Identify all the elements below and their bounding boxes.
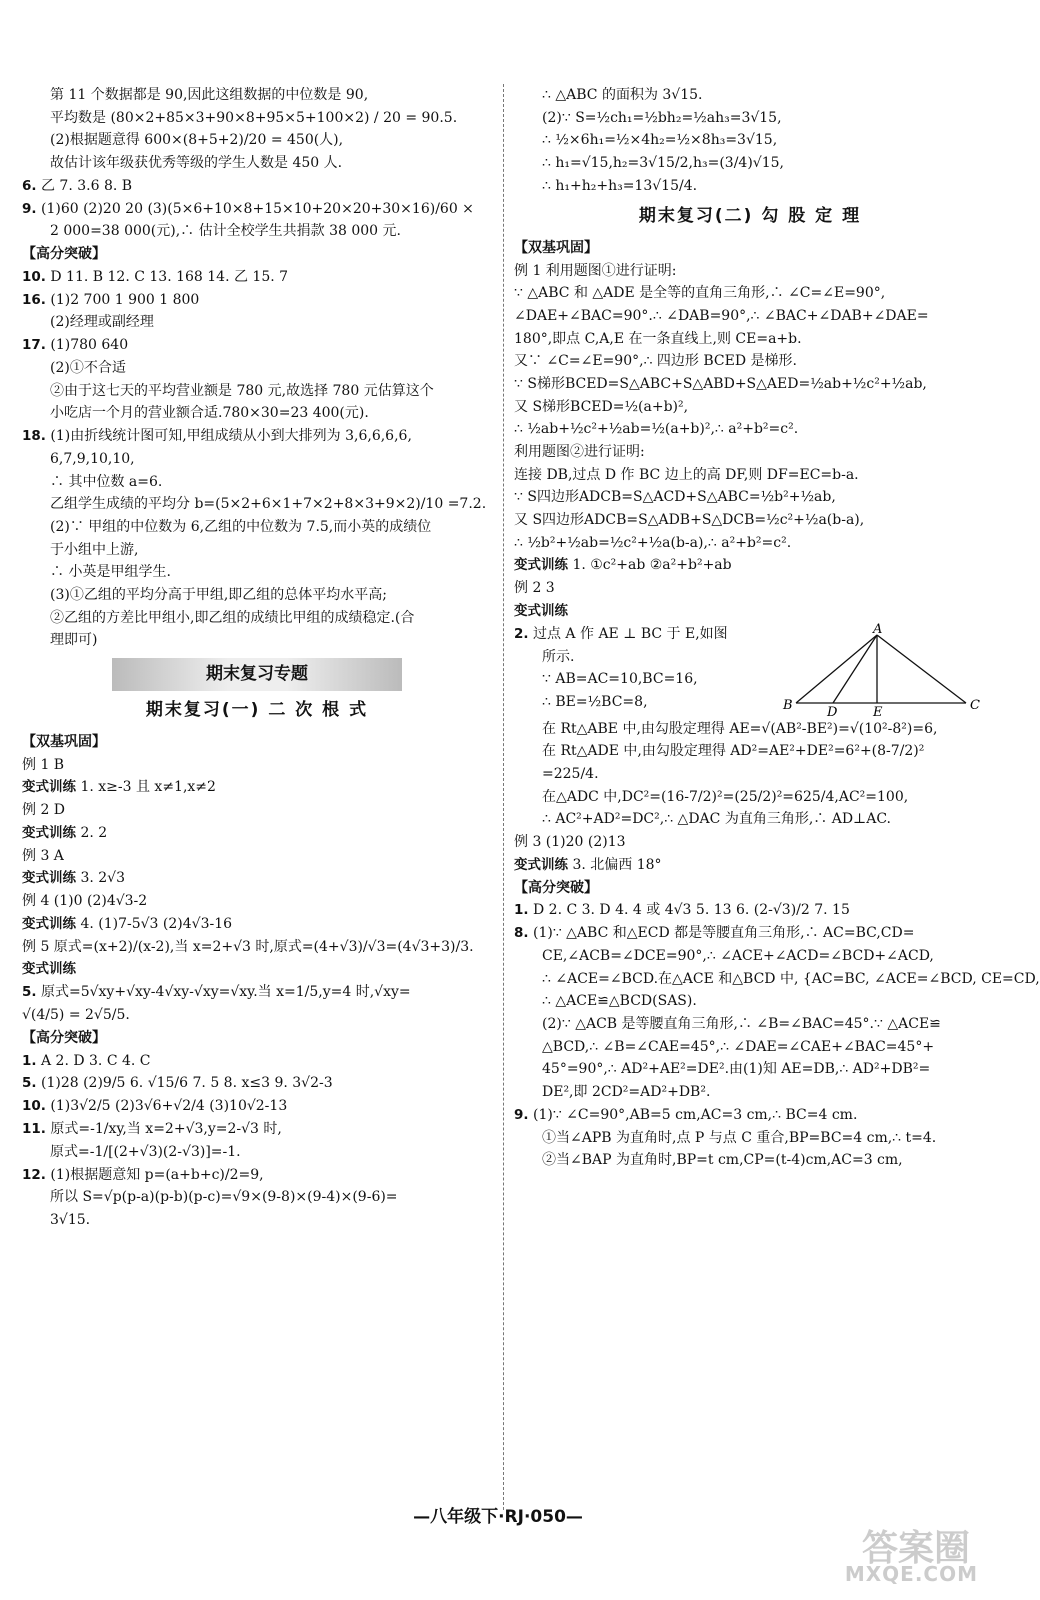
answer-line (22, 471, 492, 494)
answer-line (22, 1027, 492, 1050)
line-text: (1)2 700 1 900 1 800 (45, 291, 200, 308)
line-text: 3√15. (50, 1212, 91, 1229)
line-text: 【高分突破】 (22, 246, 106, 263)
line-text: 利用题图②进行证明: (514, 443, 645, 460)
line-text: ∵ S四边形ADCB=S△ACD+S△ABC=½b²+½ab, (514, 489, 836, 506)
item-number: 8. (514, 925, 529, 942)
item-number: 5. (22, 984, 37, 1001)
line-text: ∴ ½×6h₁=½×4h₂=½×8h₃=3√15, (542, 132, 778, 149)
line-text: 理即可) (50, 632, 98, 649)
item-number: 12. (22, 1166, 46, 1183)
line-text: ∠DAE+∠BAC=90°.∴ ∠DAB=90°,∴ ∠BAC+∠DAB+∠DAE= (514, 307, 929, 324)
line-text: △BCD,∴ ∠B=∠CAE=45°,∴ ∠DAE=∠CAE+∠BAC=45°+ (542, 1038, 935, 1055)
line-text: 2. 2 (76, 824, 108, 841)
answer-line (514, 152, 986, 175)
item-number: 9. (22, 200, 37, 217)
item-number: 1. (22, 1052, 37, 1069)
line-text: ∴ h₁+h₂+h₃=13√15/4. (542, 177, 698, 194)
line-text: 例 3 A (22, 847, 64, 864)
answer-line (22, 799, 492, 822)
line-text: ∴ ½b²+½ab=½c²+½a(b-a),∴ a²+b²=c². (514, 534, 792, 551)
section-banner: 期末复习专题 (112, 658, 402, 692)
answer-line (514, 1127, 986, 1150)
line-text: 原式=5√xy+√xy-4√xy-√xy=√xy.当 x=1/5,y=4 时,√xy= (36, 984, 411, 1001)
answer-line (514, 175, 986, 198)
segment-ad (833, 635, 877, 703)
answer-line (22, 981, 492, 1004)
line-text: (1)∵ ∠C=90°,AB=5 cm,AC=3 cm,∴ BC=4 cm. (528, 1106, 858, 1123)
line-text: 【双基巩固】 (514, 239, 598, 256)
line-text: 3. 北偏西 18° (568, 856, 662, 873)
answer-line (22, 129, 492, 152)
item-number: 变式训练 (22, 961, 76, 978)
line-text: 所以 S=√p(p-a)(p-b)(p-c)=√9×(9-8)×(9-4)×(9-6)= (50, 1189, 398, 1206)
line-text: A 2. D 3. C 4. C (36, 1052, 151, 1069)
line-text: 1. ①c²+ab ②a²+b²+ab (568, 557, 732, 574)
answer-line (514, 1149, 986, 1172)
line-text: 【高分突破】 (22, 1029, 106, 1046)
line-text: D 2. C 3. D 4. 4 或 4√3 5. 13 6. (2-√3)/2 7. 15 (528, 902, 850, 919)
line-text: 在△ADC 中,DC²=(16-7/2)²=(25/2)²=625/4,AC²=100, (542, 788, 909, 805)
line-text: (2)∵ S=½ch₁=½bh₂=½ah₃=3√15, (542, 109, 782, 126)
line-text: 乙组学生成绩的平均分 b=(5×2+6×1+7×2+8×3+9×2)/10 =7.2. (50, 496, 487, 513)
chapter-heading-pythagorean: 期末复习(二) 勾 股 定 理 (638, 206, 862, 227)
line-text: 2 000=38 000(元),∴ 估计全校学生共捐款 38 000 元. (50, 223, 401, 240)
line-text: ②乙组的方差比甲组小,即乙组的成绩比甲组的成绩稳定.(合 (50, 609, 415, 626)
line-text: 【高分突破】 (514, 879, 598, 896)
line-text: ②由于这七天的平均营业额是 780 元,故选择 780 元估算这个 (50, 382, 434, 399)
item-number: 变式训练 (22, 779, 76, 796)
answer-line (22, 357, 492, 380)
answer-line (22, 867, 492, 890)
answer-line (22, 152, 492, 175)
line-text: 于小组中上游, (50, 541, 139, 558)
right-answers-middle (514, 237, 986, 623)
answer-line (22, 266, 492, 289)
answer-line (514, 786, 986, 809)
line-text: ∴ AC²+AD²=DC²,∴ △DAC 为直角三角形,∴ AD⊥AC. (542, 811, 891, 828)
point-b-label: B (783, 697, 793, 713)
answer-line (514, 854, 986, 877)
line-text: 又 S四边形ADCB=S△ADB+S△DCB=½c²+½a(b-a), (514, 511, 865, 528)
answer-line (22, 380, 492, 403)
answer-line (514, 623, 781, 646)
line-text: 原式=-1/xy,当 x=2+√3,y=2-√3 时, (45, 1121, 282, 1138)
line-text: 1. x≥-3 且 x≠1,x≠2 (76, 779, 216, 796)
answer-line (22, 402, 492, 425)
right-column (514, 84, 1040, 1510)
line-text: (1)60 (2)20 20 (3)(5×6+10×8+15×10+20×20+30×16)/60 × (36, 200, 474, 217)
side-ac (877, 635, 966, 703)
line-text: 原式=-1/[(2+√3)(2-√3)]=-1. (50, 1143, 241, 1160)
answer-line (514, 532, 986, 555)
answer-line (514, 691, 781, 714)
answer-line (22, 936, 492, 959)
item-number: 变式训练 (22, 824, 76, 841)
item-number: 18. (22, 428, 46, 445)
answer-line (22, 516, 492, 539)
item-number: 17. (22, 337, 46, 354)
answer-line (22, 1186, 492, 1209)
answer-line (514, 718, 986, 741)
answer-line (514, 740, 986, 763)
side-ab (796, 635, 877, 703)
item-number: 16. (22, 291, 46, 308)
line-text: ∴ h₁=√15,h₂=3√15/2,h₃=(3/4)√15, (542, 155, 784, 172)
chapter-heading-radicals: 期末复习(一) 二 次 根 式 (145, 700, 369, 721)
watermark-logo (778, 1520, 978, 1590)
line-text: 又 S梯形BCED=½(a+b)², (514, 398, 689, 415)
line-text: (1)∵ △ABC 和△ECD 都是等腰直角三角形,∴ AC=BC,CD= (528, 925, 915, 942)
answer-line (514, 646, 781, 669)
answer-line (22, 1050, 492, 1073)
point-e-label: E (873, 704, 883, 720)
answer-line (22, 493, 492, 516)
answer-line (514, 877, 986, 900)
line-text: 小吃店一个月的营业额合适.780×30=23 400(元). (50, 405, 369, 422)
line-text: (2)经理或副经理 (50, 314, 154, 331)
line-text: 180°,即点 C,A,E 在一条直线上,则 CE=a+b. (514, 330, 802, 347)
line-text: √(4/5) = 2√5/5. (22, 1007, 130, 1024)
line-text: ①当∠APB 为直角时,点 P 与点 C 重合,BP=BC=4 cm,∴ t=4. (542, 1129, 937, 1146)
watermark-text: 答案圈 (861, 1528, 970, 1569)
line-text: 4. (1)7-5√3 (2)4√3-16 (76, 915, 233, 932)
answer-line (514, 945, 986, 968)
page-footer: —八年级下·RJ·050— (413, 1507, 583, 1527)
line-text: =225/4. (542, 766, 599, 783)
line-text: 45°=90°,∴ AD²+AE²=DE².由(1)知 AE=DB,∴ AD²+DB²= (542, 1061, 931, 1078)
line-text: ②当∠BAP 为直角时,BP=t cm,CP=(t-4)cm,AC=3 cm, (542, 1152, 903, 1169)
line-text: ∵ △ABC 和 △ADE 是全等的直角三角形,∴ ∠C=∠E=90°, (514, 285, 886, 302)
answer-line (22, 890, 492, 913)
line-text: DE²,即 2CD²=AD²+DB². (542, 1084, 711, 1100)
line-text: (1)根据题意知 p=(a+b+c)/2=9, (45, 1166, 264, 1183)
item-number: 10. (22, 1098, 46, 1115)
answer-line (22, 1118, 492, 1141)
line-text: 例 5 原式=(x+2)/(x-2),当 x=2+√3 时,原式=(4+√3)/√3=(4√3+3)/3. (22, 938, 474, 955)
answer-line (514, 282, 986, 305)
figure-text (514, 623, 781, 714)
line-text: 乙 7. 3.6 8. B (36, 177, 133, 194)
line-text: 3. 2√3 (76, 870, 125, 887)
line-text: (1)由折线统计图可知,甲组成绩从小到大排列为 3,6,6,6,6, (45, 428, 412, 445)
item-number: 变式训练 (514, 602, 568, 619)
line-text: ∴ 小英是甲组学生. (50, 564, 171, 581)
answer-line (514, 486, 986, 509)
answer-line (22, 958, 492, 981)
line-text: 故估计该年级获优秀等级的学生人数是 450 人. (50, 155, 343, 172)
right-answers-bottom (514, 718, 1040, 1172)
answer-line (514, 831, 986, 854)
answer-line (514, 237, 986, 260)
answer-line (22, 913, 492, 936)
line-text: 例 4 (1)0 (2)4√3-2 (22, 893, 148, 910)
line-text: (2)∵ △ACB 是等腰直角三角形,∴ ∠B=∠BAC=45°.∵ △ACE≌ (542, 1015, 941, 1032)
figure-block (514, 623, 986, 718)
answer-line (514, 350, 986, 373)
answer-line (22, 311, 492, 334)
answer-line (514, 441, 986, 464)
line-text: 【双基巩固】 (22, 733, 106, 750)
item-number: 5. (22, 1075, 37, 1092)
answer-line (22, 754, 492, 777)
answer-line (514, 464, 986, 487)
line-text: D 11. B 12. C 13. 168 14. 乙 15. 7 (45, 268, 289, 285)
answer-line (514, 600, 986, 623)
line-text: (2)∵ 甲组的中位数为 6,乙组的中位数为 7.5,而小英的成绩位 (50, 518, 432, 535)
answer-line (22, 539, 492, 562)
item-number: 变式训练 (22, 915, 76, 932)
point-c-label: C (970, 697, 980, 713)
item-number: 9. (514, 1106, 529, 1123)
line-text: 例 1 利用题图①进行证明: (514, 262, 677, 279)
answer-line (22, 629, 492, 652)
answer-line (514, 107, 986, 130)
answer-line (514, 668, 781, 691)
answer-line (22, 220, 492, 243)
answer-line (22, 731, 492, 754)
line-text: (1)3√2/5 (2)3√6+√2/4 (3)10√2-13 (45, 1098, 288, 1115)
answer-line (514, 84, 986, 107)
line-text: 6,7,9,10,10, (50, 450, 135, 467)
line-text: ∵ AB=AC=10,BC=16, (542, 671, 698, 688)
line-text: 例 1 B (22, 756, 65, 773)
answer-line (514, 396, 986, 419)
answer-line (22, 334, 492, 357)
answer-line (514, 899, 986, 922)
line-text: (3)①乙组的平均分高于甲组,即乙组的总体平均水平高; (50, 586, 387, 603)
answer-line (22, 1164, 492, 1187)
answer-line (22, 1004, 492, 1027)
answer-line (22, 1209, 492, 1232)
line-text: 例 2 3 (514, 580, 555, 597)
line-text: 平均数是 (80×2+85×3+90×8+95×5+100×2) / 20 = 90.5. (50, 109, 458, 126)
triangle-figure (781, 623, 986, 718)
line-text: (2)根据题意得 600×(8+5+2)/20 = 450(人), (50, 132, 344, 149)
line-text: ∴ △ACE≌△BCD(SAS). (542, 993, 697, 1010)
answer-line (22, 776, 492, 799)
line-text: 过点 A 作 AE ⊥ BC 于 E,如图 (528, 625, 728, 642)
answer-line (514, 577, 986, 600)
watermark-url: MXQE.COM (844, 1562, 978, 1586)
line-text: 在 Rt△ABE 中,由勾股定理得 AE=√(AB²-BE²)=√(10²-8²)=6, (542, 720, 938, 737)
line-text: (1)28 (2)9/5 6. √15/6 7. 5 8. x≤3 9. 3√2-3 (36, 1075, 333, 1092)
answer-line (22, 289, 492, 312)
answer-line (22, 243, 492, 266)
answer-line (22, 607, 492, 630)
answer-line (22, 822, 492, 845)
item-number: 6. (22, 177, 37, 194)
line-text: 例 2 D (22, 802, 66, 819)
answer-line (22, 584, 492, 607)
line-text: 在 Rt△ADE 中,由勾股定理得 AD²=AE²+DE²=6²+(8-7/2)² (542, 743, 925, 760)
answer-line (514, 509, 986, 532)
line-text: (2)①不合适 (50, 360, 126, 376)
line-text: 又∵ ∠C=∠E=90°,∴ 四边形 BCED 是梯形. (514, 353, 797, 370)
answer-line (514, 418, 986, 441)
point-d-label: D (827, 704, 838, 720)
answer-line (514, 1081, 986, 1104)
line-text: 第 11 个数据都是 90,因此这组数据的中位数是 90, (50, 87, 369, 103)
answer-line (514, 129, 986, 152)
answer-line (22, 425, 492, 448)
line-text: ∴ BE=½BC=8, (542, 693, 648, 710)
answer-line (514, 1058, 986, 1081)
line-text: 所示. (542, 648, 575, 665)
item-number: 10. (22, 268, 46, 285)
line-text: 例 3 (1)20 (2)13 (514, 834, 626, 851)
line-text: ∵ S梯形BCED=S△ABC+S△ABD+S△AED=½ab+½c²+½ab, (514, 375, 927, 392)
answer-line (22, 107, 492, 130)
item-number: 变式训练 (514, 557, 568, 574)
answer-line (22, 1095, 492, 1118)
answer-line (22, 1141, 492, 1164)
line-text: CE,∠ACB=∠DCE=90°,∴ ∠ACE+∠ACD=∠BCD+∠ACD, (542, 947, 934, 964)
answer-line (22, 198, 492, 221)
answer-line (22, 561, 492, 584)
item-number: 1. (514, 902, 529, 919)
answer-line (514, 373, 986, 396)
item-number: 2. (514, 625, 529, 642)
answer-line (514, 763, 986, 786)
right-answers-top (514, 84, 986, 197)
answer-line (514, 1104, 986, 1127)
answer-line (22, 448, 492, 471)
item-number: 11. (22, 1121, 46, 1138)
left-answers-top (22, 84, 492, 652)
answer-line (514, 328, 986, 351)
left-answers-bottom (22, 731, 492, 1232)
answer-line (514, 305, 986, 328)
answer-line (514, 554, 986, 577)
answer-line (514, 1036, 986, 1059)
point-a-label: A (873, 621, 883, 637)
column-divider (503, 84, 504, 1510)
line-text: (1)780 640 (45, 337, 129, 354)
answer-line (514, 990, 986, 1013)
item-number: 变式训练 (514, 856, 568, 873)
line-text: ∴ ∠ACE=∠BCD.在△ACE 和△BCD 中, {AC=BC, ∠ACE=∠BCD, CE=CD, (542, 970, 1040, 987)
answer-line (22, 1072, 492, 1095)
answer-line (514, 1013, 986, 1036)
answer-line (514, 968, 1040, 991)
line-text: ∴ △ABC 的面积为 3√15. (542, 87, 703, 103)
line-text: ∴ 其中位数 a=6. (50, 473, 163, 490)
line-text: ∴ ½ab+½c²+½ab=½(a+b)²,∴ a²+b²=c². (514, 421, 799, 438)
item-number: 变式训练 (22, 870, 76, 887)
answer-line (22, 175, 492, 198)
answer-line (514, 922, 986, 945)
answer-line (514, 260, 986, 283)
answer-line (22, 845, 492, 868)
line-text: 连接 DB,过点 D 作 BC 边上的高 DF,则 DF=EC=b-a. (514, 466, 859, 483)
answer-line (22, 84, 492, 107)
answer-line (514, 808, 986, 831)
left-column (22, 84, 492, 1510)
